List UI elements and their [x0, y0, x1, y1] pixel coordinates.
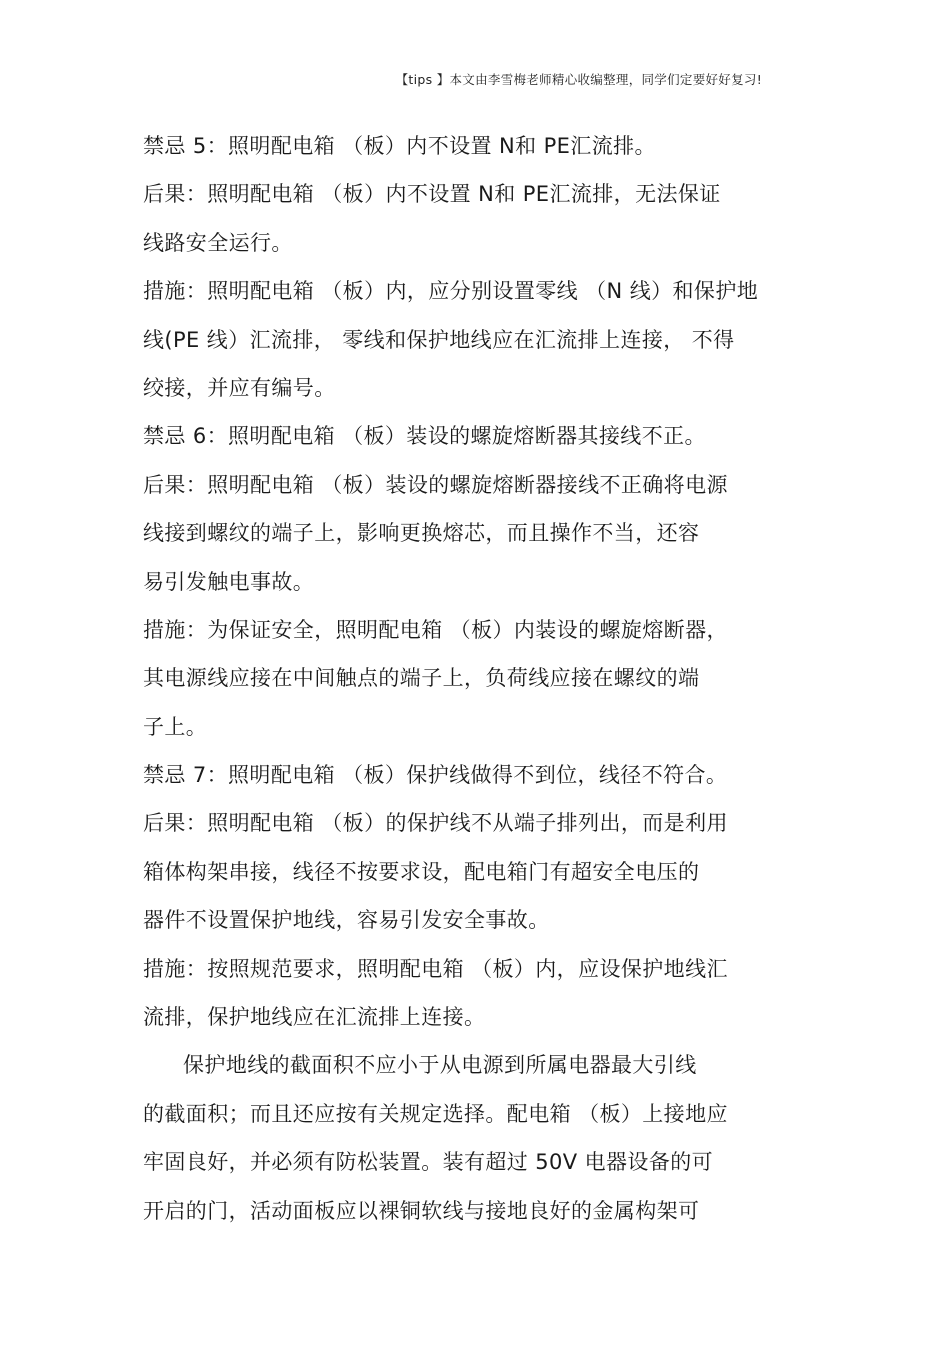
text-line: 流排，保护地线应在汇流排上连接。: [143, 1005, 486, 1030]
text-line: 子上。: [143, 714, 208, 739]
text-line: 箱体构架串接，线径不按要求设，配电箱门有超安全电压的: [143, 859, 700, 884]
text-line: 牢固良好，并必须有防松装置。装有超过 50V 电器设备的可: [143, 1150, 714, 1175]
text-line: 的截面积；而且还应按有关规定选择。配电箱 （板）上接地应: [143, 1101, 728, 1126]
text-line: 禁忌 6：照明配电箱 （板）装设的螺旋熔断器其接线不正。: [143, 424, 706, 449]
text-line: 线接到螺纹的端子上，影响更换熔芯，而且操作不当，还容: [143, 521, 700, 546]
text-line: 线(PE 线）汇流排， 零线和保护地线应在汇流排上连接， 不得: [143, 327, 735, 352]
text-line: 禁忌 5：照明配电箱 （板）内不设置 N和 PE汇流排。: [143, 134, 656, 158]
text-line: 后果：照明配电箱 （板）装设的螺旋熔断器接线不正确将电源: [143, 472, 728, 497]
text-line: 措施：为保证安全，照明配电箱 （板）内装设的螺旋熔断器，: [143, 617, 728, 642]
text-line: 开启的门，活动面板应以裸铜软线与接地良好的金属构架可: [143, 1198, 700, 1223]
text-line: 绞接，并应有编号。: [143, 375, 336, 400]
text-line: 后果：照明配电箱 （板）的保护线不从端子排列出，而是利用: [143, 811, 728, 836]
header-tip: 【tips 】本文由李雪梅老师精心收编整理，同学们定要好好复习!: [395, 72, 762, 87]
text-line: 禁忌 7：照明配电箱 （板）保护线做得不到位，线径不符合。: [143, 763, 728, 788]
text-line: 措施：照明配电箱 （板）内，应分别设置零线 （N 线）和保护地: [143, 279, 759, 304]
text-line: 其电源线应接在中间触点的端子上，负荷线应接在螺纹的端: [143, 666, 700, 691]
text-line: 措施：按照规范要求，照明配电箱 （板）内，应设保护地线汇: [143, 956, 728, 981]
text-line: 易引发触电事故。: [143, 569, 315, 594]
body-text: [143, 129, 811, 1242]
text-line: 线路安全运行。: [143, 230, 293, 255]
text-line: 器件不设置保护地线，容易引发安全事故。: [143, 908, 550, 933]
text-line: 后果：照明配电箱 （板）内不设置 N和 PE汇流排，无法保证: [143, 182, 721, 207]
paragraph-first-line: 保护地线的截面积不应小于从电源到所属电器最大引线: [183, 1053, 697, 1078]
